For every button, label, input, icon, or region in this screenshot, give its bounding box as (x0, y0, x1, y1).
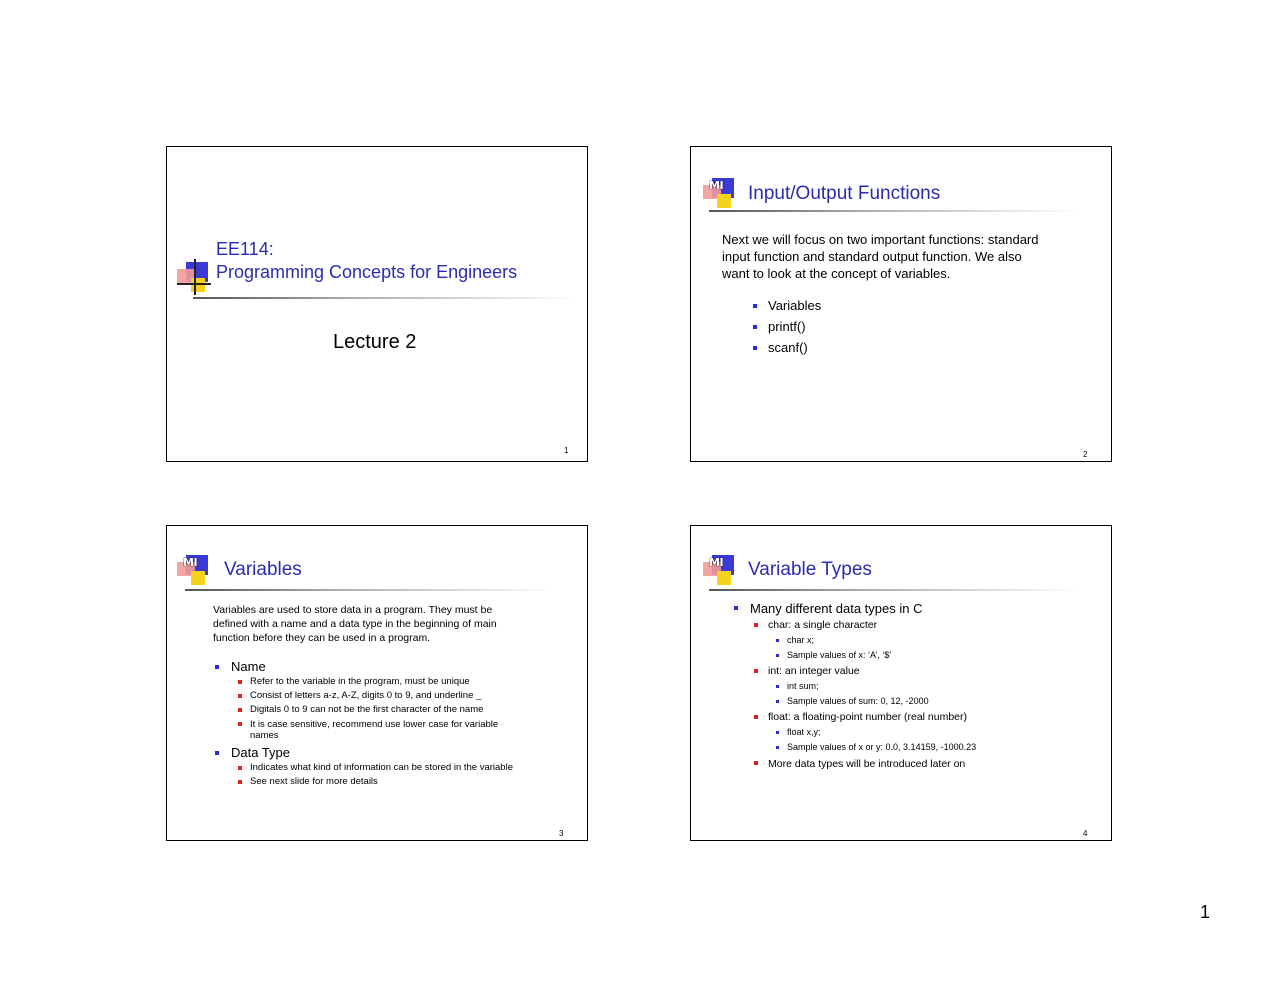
slide-number: 1 (564, 446, 569, 455)
list-item: Indicates what kind of information can be stored in the variable (250, 761, 575, 775)
list-item: printf() (752, 318, 821, 339)
slide-number: 4 (1083, 829, 1088, 838)
type-examples (734, 725, 1104, 755)
section-label: Data Type (215, 745, 575, 761)
slide-4-content (734, 600, 1104, 773)
slide-number: 2 (1083, 450, 1088, 459)
slide-logo-icon: MI (703, 175, 739, 211)
slide-2-title: Input/Output Functions (748, 183, 941, 204)
title-rule (709, 210, 1079, 212)
section-label: Name (215, 659, 575, 675)
list-item: Sample values of sum: 0, 12, -2000 (787, 694, 1104, 709)
list-item: char x; (787, 633, 1104, 648)
list-item: More data types will be introduced later on (734, 755, 1104, 773)
slide-4-title: Variable Types (748, 559, 872, 580)
list-item: int sum; (787, 679, 1104, 694)
slide-1-title-line1: EE114: (216, 239, 274, 259)
slide-2-bullets (752, 297, 821, 360)
title-rule (185, 589, 555, 591)
slide-3-sections (215, 659, 575, 789)
type-label: char: a single character (734, 617, 1104, 633)
slide-3-intro: Variables are used to store data in a program. They must be defined with a name and a data type in the beginning of main function before they can be used in a program. (213, 604, 497, 644)
type-examples (734, 633, 1104, 663)
section-items (215, 675, 575, 741)
slide-logo-icon: MI (703, 552, 739, 588)
list-item: Refer to the variable in the program, must be unique (250, 675, 575, 689)
slide-2 (690, 146, 1112, 462)
type-label: int: an integer value (734, 663, 1104, 679)
slide-logo-icon: MI (177, 552, 213, 588)
list-item: Consist of letters a-z, A-Z, digits 0 to 9, and underline _ (250, 689, 575, 703)
section-items (215, 761, 575, 789)
list-item: Variables (752, 297, 821, 318)
list-item: Digitals 0 to 9 can not be the first character of the name (250, 703, 575, 717)
slide-1-subtitle: Lecture 2 (333, 331, 417, 353)
slide-3 (166, 525, 588, 841)
list-item: See next slide for more details (250, 775, 575, 789)
slide-4 (690, 525, 1112, 841)
list-item: Sample values of x or y: 0.0, 3.14159, -1000.23 (787, 740, 1104, 755)
slide-3-title: Variables (224, 559, 302, 580)
list-item: Many different data types in C (734, 600, 1104, 617)
title-rule (193, 297, 578, 299)
list-item: scanf() (752, 339, 821, 360)
list-item: It is case sensitive, recommend use lower case for variable names (250, 717, 575, 741)
slide-logo-icon (177, 259, 213, 295)
slide-2-intro: Next we will focus on two important functions: standard input function and standard output function. We also want to look at the concept of variables. (722, 232, 1039, 281)
list-item: float x,y; (787, 725, 1104, 740)
slide-1-title-line2: Programming Concepts for Engineers (216, 262, 518, 282)
type-examples (734, 679, 1104, 709)
type-label: float: a floating-point number (real number) (734, 709, 1104, 725)
title-rule (709, 589, 1079, 591)
slide-1 (166, 146, 588, 462)
slide-number: 3 (559, 829, 564, 838)
page-number: 1 (1200, 902, 1211, 922)
list-item: Sample values of x: ‘A’, ‘$’ (787, 648, 1104, 663)
